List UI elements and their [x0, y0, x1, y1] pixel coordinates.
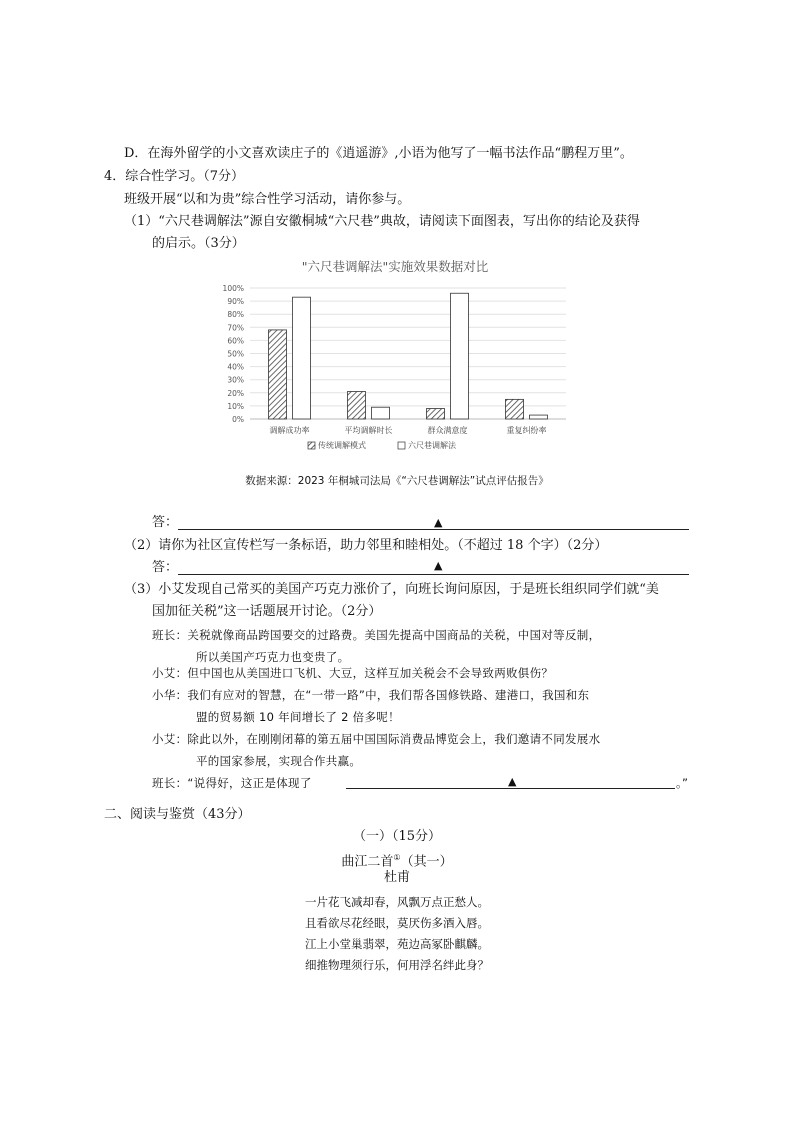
- dialogue-2-line1: 小艾：但中国也从美国进口飞机、大豆，这样互加关税会不会导致两败俱伤？: [152, 666, 554, 680]
- dialogue-3-line2: 盟的贸易额 10 年间增长了 2 倍多呢！: [196, 710, 400, 724]
- answer-blank-2[interactable]: [178, 574, 689, 575]
- poem-line-1: 一片花飞减却春，风飘万点正愁人。: [305, 895, 489, 909]
- bar-traditional: [348, 391, 366, 419]
- bar-liuchixiang: [372, 407, 390, 419]
- bar-liuchixiang: [451, 293, 469, 419]
- y-tick-label: 100%: [222, 284, 244, 293]
- final-blank[interactable]: [346, 788, 675, 789]
- y-tick-label: 70%: [227, 323, 244, 333]
- dialogue-4-line2: 平的国家参展，实现合作共赢。: [196, 754, 362, 768]
- answer-label-1: 答：: [152, 515, 179, 530]
- q4-1-text-line2: 的启示。（3分）: [152, 236, 245, 251]
- q4-3-text-line1: （3）小艾发现自己常买的美国产巧克力涨价了，向班长询问原因，于是班长组织同学们就“美: [124, 582, 659, 597]
- part-1-title: （一）（15分）: [352, 829, 442, 844]
- dialogue-1-line2: 所以美国产巧克力也变贵了。: [196, 650, 350, 664]
- q4-3-text-line2: 国加征关税”这一话题展开讨论。（2分）: [152, 604, 382, 619]
- y-tick-label: 80%: [227, 310, 244, 320]
- x-tick-label: 平均调解时长: [344, 426, 393, 435]
- poem-line-2: 且看欲尽花经眼，莫厌伤多酒入唇。: [305, 916, 489, 930]
- answer-label-2: 答：: [152, 560, 179, 575]
- final-marker: ▲: [508, 775, 517, 788]
- x-tick-label: 重复纠纷率: [506, 426, 547, 435]
- y-tick-label: 90%: [227, 297, 244, 307]
- y-tick-label: 60%: [227, 336, 244, 346]
- y-tick-label: 40%: [227, 362, 244, 372]
- q3-option-d: D．在海外留学的小文喜欢读庄子的《逍遥游》,小语为他写了一幅书法作品“鹏程万里”。: [124, 146, 633, 161]
- y-tick-label: 50%: [227, 349, 244, 359]
- poem-title-line: [0, 849, 794, 871]
- poem-line-3: 江上小堂巢翡翠，苑边高冢卧麒麟。: [305, 937, 489, 951]
- bar-traditional: [506, 399, 524, 419]
- chart-source: 数据来源：2023 年桐城司法局《“六尺巷调解法”试点评估报告》: [245, 475, 549, 487]
- bar-liuchixiang: [293, 297, 311, 419]
- poem-author: 杜甫: [383, 870, 410, 885]
- section-2-title: 二、阅读与鉴赏（43分）: [104, 807, 251, 822]
- bar-chart: [210, 255, 580, 465]
- y-tick-label: 30%: [227, 375, 244, 385]
- x-tick-label: 群众满意度: [427, 426, 468, 435]
- y-tick-label: 0%: [232, 415, 244, 424]
- y-tick-label: 20%: [227, 388, 244, 398]
- legend-label: 六尺巷调解法: [408, 441, 456, 450]
- q4-1-text-line1: （1）“六尺巷调解法”源自安徽桐城“六尺巷”典故，请阅读下面图表，写出你的结论及获得: [124, 214, 640, 229]
- poem-line-4: 细推物理须行乐，何用浮名绊此身？: [305, 958, 489, 972]
- final-line-suffix: 。”: [676, 776, 689, 790]
- answer-marker-1: ▲: [434, 516, 443, 529]
- poem-footnote-mark: ①: [393, 853, 401, 862]
- chart-title: "六尺巷调解法"实施效果数据对比: [301, 259, 489, 274]
- legend-swatch: [398, 442, 405, 449]
- q4-title: 4．综合性学习。（7分）: [104, 169, 245, 184]
- answer-marker-2: ▲: [434, 559, 443, 572]
- q4-2-text: （2）请你为社区宣传栏写一条标语，助力邻里和睦相处。（不超过 18 个字）（2分）: [124, 538, 608, 553]
- final-line-prefix: 班长：“说得好，这正是体现了: [152, 776, 312, 790]
- poem-subtitle: （其一）: [400, 854, 453, 870]
- answer-blank-1[interactable]: [178, 529, 689, 530]
- legend-swatch: [308, 442, 315, 449]
- dialogue-3-line1: 小华：我们有应对的智慧，在“一带一路”中，我们帮各国修铁路、建港口，我国和东: [152, 688, 590, 702]
- legend-label: 传统调解模式: [318, 441, 366, 450]
- dialogue-1-line1: 班长：关税就像商品跨国要交的过路费。美国先提高中国商品的关税，中国对等反制，: [152, 628, 601, 642]
- bar-traditional: [269, 330, 287, 419]
- bar-traditional: [427, 409, 445, 419]
- q4-intro: 班级开展“以和为贵”综合性学习活动，请你参与。: [124, 192, 411, 207]
- bar-liuchixiang: [530, 415, 548, 419]
- y-tick-label: 10%: [227, 401, 244, 411]
- poem-title: 曲江二首: [341, 854, 394, 870]
- dialogue-4-line1: 小艾：除此以外，在刚刚闭幕的第五届中国国际消费品博览会上，我们邀请不同发展水: [152, 732, 601, 746]
- x-tick-label: 调解成功率: [269, 426, 310, 435]
